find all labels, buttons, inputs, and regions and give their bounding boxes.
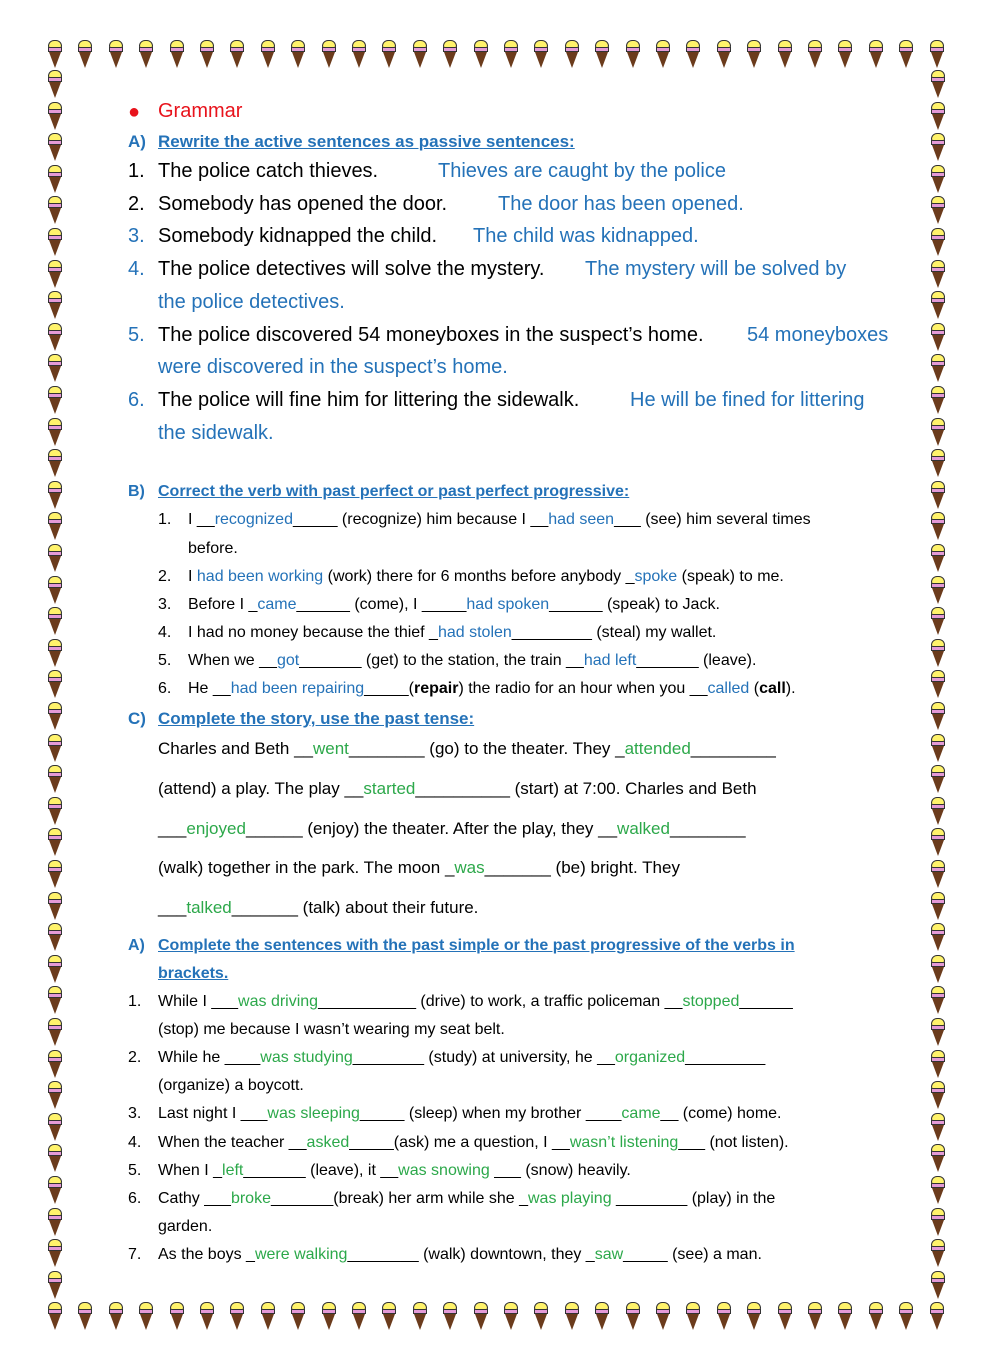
- text: ___: [158, 898, 187, 917]
- section-d-item: [158, 1049, 765, 1067]
- answer: wasn’t listening: [569, 1134, 679, 1151]
- item-number: 2.: [128, 1049, 142, 1066]
- text-continued: garden.: [158, 1218, 213, 1235]
- text: While he ____: [158, 1049, 261, 1066]
- text: (walk) together in the park. The moon _: [158, 858, 455, 877]
- answer: broke: [230, 1190, 271, 1207]
- text: ___ (not listen).: [678, 1134, 789, 1151]
- answer: had left: [583, 652, 637, 669]
- section-d-item: [158, 1246, 762, 1264]
- answer: 54 moneyboxes: [747, 324, 889, 346]
- item-number: 7.: [128, 1246, 142, 1263]
- text: When we __: [188, 652, 277, 669]
- text: Before I _: [188, 596, 258, 613]
- answer: were walking: [254, 1246, 348, 1263]
- answer: The child was kidnapped.: [473, 225, 699, 247]
- question: Somebody has opened the door.: [158, 193, 448, 215]
- question: The police will fine him for littering the sidewalk.: [158, 389, 580, 411]
- answer: The door has been opened.: [498, 193, 744, 215]
- answer: enjoyed: [186, 819, 246, 838]
- answer: had stolen: [437, 624, 512, 641]
- item-number: 6.: [128, 389, 145, 411]
- text: ___________ (drive) to work, a traffic policeman __: [318, 993, 683, 1010]
- item-number: 4.: [128, 1134, 142, 1151]
- item-number: 3.: [128, 225, 145, 247]
- text: _____ (recognize) him because I __: [292, 511, 549, 528]
- item-number: 4.: [158, 624, 172, 641]
- text-continued: before.: [188, 540, 238, 557]
- answer: called: [707, 680, 750, 697]
- answer: had spoken: [466, 596, 550, 613]
- item-number: 2.: [128, 193, 145, 215]
- answer: was driving: [238, 993, 319, 1010]
- text: _______ (talk) about their future.: [231, 898, 479, 917]
- text-continued: (organize) a boycott.: [158, 1077, 304, 1094]
- section-b-item: [188, 624, 716, 642]
- text: ______ (come), I _____: [296, 596, 467, 613]
- answer: talked: [186, 898, 232, 917]
- question: Somebody kidnapped the child.: [158, 225, 438, 247]
- text: Cathy ___: [158, 1190, 231, 1207]
- answer: recognized: [214, 511, 293, 528]
- story-line: [158, 858, 680, 878]
- item-number: 3.: [158, 596, 172, 613]
- text: ________: [669, 819, 746, 838]
- text: ________ (walk) downtown, they _: [347, 1246, 595, 1263]
- item-number: 1.: [158, 511, 172, 528]
- answer: was sleeping: [267, 1105, 360, 1122]
- answer: Thieves are caught by the police: [438, 160, 726, 182]
- text: ___: [158, 819, 187, 838]
- item-number: 2.: [158, 568, 172, 585]
- item-number: 1.: [128, 993, 142, 1010]
- story-line: [158, 819, 746, 839]
- section-b-item: [188, 568, 784, 586]
- section-b-heading: Correct the verb with past perfect or past perfect progressive:: [158, 483, 630, 500]
- answer-continued: were discovered in the suspect’s home.: [158, 356, 508, 378]
- text: _____(: [364, 680, 414, 697]
- section-d-item: [158, 1105, 781, 1123]
- answer: got: [276, 652, 300, 669]
- page-title: Grammar: [158, 100, 243, 122]
- section-b-item: [188, 652, 756, 670]
- text: ________ (go) to the theater. They _: [348, 739, 625, 758]
- answer: spoke: [634, 568, 678, 585]
- text: _______ (leave).: [636, 652, 757, 669]
- answer: was studying: [260, 1049, 353, 1066]
- text: _______ (get) to the station, the train __: [299, 652, 584, 669]
- item-number: 6.: [158, 680, 172, 697]
- text: When I _: [158, 1162, 223, 1179]
- answer: had been repairing: [230, 680, 365, 697]
- answer: was playing: [528, 1190, 612, 1207]
- text: _______ (leave), it __: [243, 1162, 399, 1179]
- story-line: [158, 779, 757, 799]
- text: __ (come) home.: [660, 1105, 782, 1122]
- answer: came: [257, 596, 297, 613]
- item-number: 5.: [158, 652, 172, 669]
- text: ______ (speak) to Jack.: [549, 596, 720, 613]
- text: He __: [188, 680, 231, 697]
- section-d-heading: Complete the sentences with the past simple or the past progressive of the verbs in: [158, 937, 795, 954]
- text: ________ (study) at university, he __: [352, 1049, 615, 1066]
- text: _______(break) her arm while she _: [270, 1190, 528, 1207]
- answer: had been working: [196, 568, 324, 585]
- text: _________ (steal) my wallet.: [511, 624, 717, 641]
- text: ________ (play) in the: [611, 1190, 776, 1207]
- answer: The mystery will be solved by: [585, 258, 847, 280]
- text: Last night I ___: [158, 1105, 268, 1122]
- text: (work) there for 6 months before anybody _: [323, 568, 635, 585]
- text: ______: [739, 993, 793, 1010]
- text: _____ (see) a man.: [623, 1246, 762, 1263]
- answer: was: [454, 858, 485, 877]
- text-continued: (stop) me because I wasn’t wearing my seat belt.: [158, 1021, 505, 1038]
- text: ).: [785, 680, 796, 697]
- answer: left: [222, 1162, 244, 1179]
- text: ___ (snow) heavily.: [489, 1162, 631, 1179]
- section-c-label: C): [128, 709, 146, 728]
- answer: started: [363, 779, 416, 798]
- item-number: 3.: [128, 1105, 142, 1122]
- text: _____(ask) me a question, I __: [349, 1134, 570, 1151]
- story-line: [158, 739, 776, 759]
- text: (speak) to me.: [677, 568, 784, 585]
- text: I: [188, 568, 197, 585]
- text: (: [749, 680, 760, 697]
- item-number: 1.: [128, 160, 145, 182]
- text: __________ (start) at 7:00. Charles and Beth: [415, 779, 757, 798]
- answer-continued: the police detectives.: [158, 291, 345, 313]
- section-d-label: A): [128, 937, 145, 954]
- answer: organized: [614, 1049, 686, 1066]
- section-d-item: [158, 993, 793, 1011]
- section-d-item: [158, 1190, 775, 1208]
- answer: attended: [624, 739, 691, 758]
- answer: He will be fined for littering: [630, 389, 865, 411]
- section-d-item: [158, 1162, 631, 1180]
- text: I had no money because the thief _: [188, 624, 438, 641]
- answer: walked: [617, 819, 670, 838]
- text: _______ (be) bright. They: [484, 858, 680, 877]
- verb-bold: call: [759, 680, 786, 697]
- item-number: 6.: [128, 1190, 142, 1207]
- section-a-label: A): [128, 132, 146, 151]
- text: _________: [690, 739, 776, 758]
- section-b-item: [188, 680, 796, 698]
- item-number: 5.: [128, 324, 145, 346]
- section-a-heading: Rewrite the active sentences as passive sentences:: [158, 132, 575, 151]
- section-b-item: [188, 596, 720, 614]
- answer: was snowing: [398, 1162, 490, 1179]
- question: The police catch thieves.: [158, 160, 379, 182]
- item-number: 5.: [128, 1162, 142, 1179]
- verb-bold: repair: [413, 680, 459, 697]
- section-b-item: [188, 511, 811, 529]
- story-line: [158, 898, 478, 918]
- answer: went: [313, 739, 349, 758]
- text: ___ (see) him several times: [614, 511, 811, 528]
- answer: had seen: [548, 511, 615, 528]
- bullet-dot-icon: ●: [128, 101, 141, 123]
- section-d-item: [158, 1134, 789, 1152]
- text: ______ (enjoy) the theater. After the play, they __: [245, 819, 618, 838]
- text: _________: [685, 1049, 766, 1066]
- answer: stopped: [682, 993, 740, 1010]
- answer: came: [621, 1105, 661, 1122]
- item-number: 4.: [128, 258, 145, 280]
- text: I __: [188, 511, 215, 528]
- question: The police discovered 54 moneyboxes in the suspect’s home.: [158, 324, 704, 346]
- text: As the boys _: [158, 1246, 255, 1263]
- text: _____ (sleep) when my brother ____: [359, 1105, 622, 1122]
- text: While I ___: [158, 993, 239, 1010]
- answer: saw: [594, 1246, 624, 1263]
- section-d-heading-continued: brackets.: [158, 965, 229, 982]
- text: Charles and Beth __: [158, 739, 313, 758]
- answer: asked: [306, 1134, 350, 1151]
- section-b-label: B): [128, 483, 145, 500]
- answer-continued: the sidewalk.: [158, 422, 274, 444]
- text: (attend) a play. The play __: [158, 779, 364, 798]
- text: ) the radio for an hour when you __: [458, 680, 708, 697]
- text: When the teacher __: [158, 1134, 307, 1151]
- section-c-heading: Complete the story, use the past tense:: [158, 709, 475, 728]
- question: The police detectives will solve the mystery.: [158, 258, 545, 280]
